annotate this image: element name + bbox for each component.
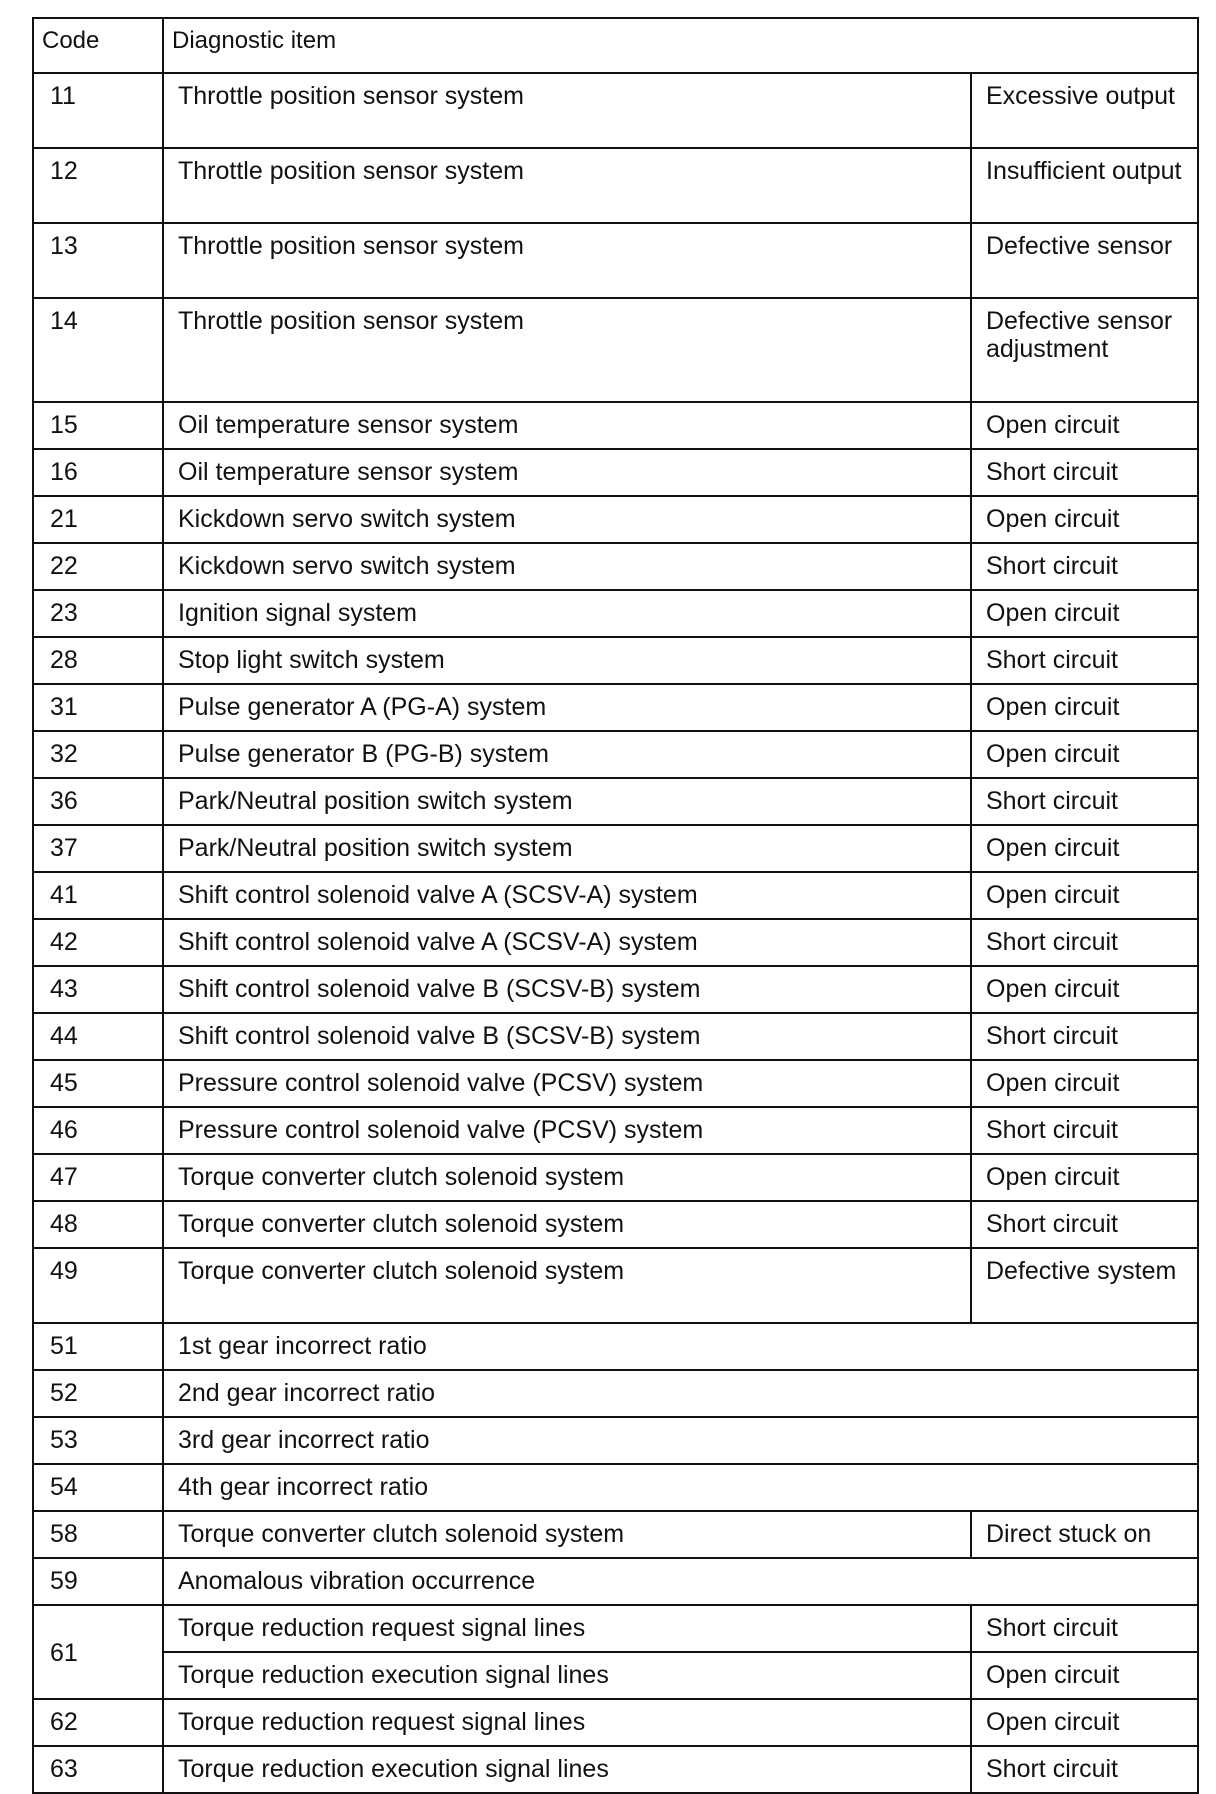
code-cell: 15: [33, 402, 163, 449]
condition-cell: Short circuit: [971, 919, 1198, 966]
code-cell: 58: [33, 1511, 163, 1558]
code-cell: 21: [33, 496, 163, 543]
table-row: [33, 590, 1198, 637]
code-cell: 31: [33, 684, 163, 731]
condition-cell: Short circuit: [971, 1201, 1198, 1248]
code-cell: 52: [33, 1370, 163, 1417]
diagnostic-item-cell: Shift control solenoid valve B (SCSV-B) system: [163, 1013, 971, 1060]
diagnostic-item-cell: Throttle position sensor system: [163, 298, 971, 402]
code-cell: 54: [33, 1464, 163, 1511]
condition-cell: Short circuit: [971, 1107, 1198, 1154]
diagnostic-item-cell: Torque reduction request signal lines: [163, 1699, 971, 1746]
table-row: [33, 1558, 1198, 1605]
code-cell: 61: [33, 1605, 163, 1699]
diagnostic-item-cell: Shift control solenoid valve A (SCSV-A) system: [163, 872, 971, 919]
code-cell: 43: [33, 966, 163, 1013]
table-row: [33, 1248, 1198, 1323]
condition-cell: Open circuit: [971, 684, 1198, 731]
condition-cell: Excessive output: [971, 73, 1198, 148]
code-cell: 42: [33, 919, 163, 966]
diagnostic-item-cell: Torque converter clutch solenoid system: [163, 1511, 971, 1558]
table-row: [33, 684, 1198, 731]
header-diagnostic-item: Diagnostic item: [163, 18, 1198, 73]
diagnostic-item-cell: Torque reduction execution signal lines: [163, 1746, 971, 1793]
table-row: [33, 496, 1198, 543]
condition-cell: Open circuit: [971, 1154, 1198, 1201]
diagnostic-item-cell: Shift control solenoid valve B (SCSV-B) system: [163, 966, 971, 1013]
table-row: [33, 1511, 1198, 1558]
condition-cell: Insufficient output: [971, 148, 1198, 223]
diagnostic-code-table: [32, 17, 1199, 1794]
code-cell: 37: [33, 825, 163, 872]
condition-cell: Defective sensor adjustment: [971, 298, 1198, 402]
diagnostic-item-cell: Torque converter clutch solenoid system: [163, 1248, 971, 1323]
condition-cell: Short circuit: [971, 543, 1198, 590]
code-cell: 12: [33, 148, 163, 223]
table-row: [33, 1013, 1198, 1060]
table-subrow: [33, 1652, 1198, 1699]
diagnostic-item-cell: Pulse generator B (PG-B) system: [163, 731, 971, 778]
header-code: Code: [33, 18, 163, 73]
code-cell: 11: [33, 73, 163, 148]
table-row: [33, 1746, 1198, 1793]
diagnostic-item-cell: 4th gear incorrect ratio: [163, 1464, 1198, 1511]
table-row: [33, 543, 1198, 590]
code-cell: 16: [33, 449, 163, 496]
diagnostic-item-cell: 3rd gear incorrect ratio: [163, 1417, 1198, 1464]
table-row: [33, 148, 1198, 223]
condition-cell: Short circuit: [971, 637, 1198, 684]
condition-cell: Open circuit: [971, 731, 1198, 778]
diagnostic-item-cell: Stop light switch system: [163, 637, 971, 684]
condition-cell: Open circuit: [971, 1699, 1198, 1746]
diagnostic-item-cell: Throttle position sensor system: [163, 73, 971, 148]
table-row: [33, 1060, 1198, 1107]
diagnostic-item-cell: Pressure control solenoid valve (PCSV) system: [163, 1107, 971, 1154]
table-row: [33, 825, 1198, 872]
table-row: [33, 1699, 1198, 1746]
condition-cell: Open circuit: [971, 496, 1198, 543]
condition-cell: Short circuit: [971, 778, 1198, 825]
condition-cell: Short circuit: [971, 1746, 1198, 1793]
code-cell: 13: [33, 223, 163, 298]
diagnostic-item-cell: Torque reduction execution signal lines: [163, 1652, 971, 1699]
condition-cell: Open circuit: [971, 872, 1198, 919]
diagnostic-item-cell: Kickdown servo switch system: [163, 543, 971, 590]
code-cell: 14: [33, 298, 163, 402]
table-row: [33, 1464, 1198, 1511]
diagnostic-item-cell: Park/Neutral position switch system: [163, 825, 971, 872]
condition-cell: Direct stuck on: [971, 1511, 1198, 1558]
code-cell: 48: [33, 1201, 163, 1248]
diagnostic-item-cell: Shift control solenoid valve A (SCSV-A) system: [163, 919, 971, 966]
condition-cell: Open circuit: [971, 1060, 1198, 1107]
table-row: [33, 1107, 1198, 1154]
code-cell: 59: [33, 1558, 163, 1605]
condition-cell: Open circuit: [971, 1652, 1198, 1699]
code-cell: 51: [33, 1323, 163, 1370]
diagnostic-item-cell: Torque reduction request signal lines: [163, 1605, 971, 1652]
condition-cell: Open circuit: [971, 966, 1198, 1013]
code-cell: 23: [33, 590, 163, 637]
diagnostic-item-cell: Park/Neutral position switch system: [163, 778, 971, 825]
condition-cell: Short circuit: [971, 1605, 1198, 1652]
table-row: [33, 1370, 1198, 1417]
diagnostic-item-cell: Pressure control solenoid valve (PCSV) system: [163, 1060, 971, 1107]
diagnostic-item-cell: Oil temperature sensor system: [163, 449, 971, 496]
condition-cell: Short circuit: [971, 449, 1198, 496]
table-row: [33, 73, 1198, 148]
condition-cell: Open circuit: [971, 402, 1198, 449]
table-row: [33, 966, 1198, 1013]
diagnostic-item-cell: 2nd gear incorrect ratio: [163, 1370, 1198, 1417]
table-row: [33, 778, 1198, 825]
diagnostic-item-cell: Oil temperature sensor system: [163, 402, 971, 449]
condition-cell: Short circuit: [971, 1013, 1198, 1060]
code-cell: 41: [33, 872, 163, 919]
code-cell: 63: [33, 1746, 163, 1793]
code-cell: 32: [33, 731, 163, 778]
condition-cell: Defective sensor: [971, 223, 1198, 298]
diagnostic-item-cell: Ignition signal system: [163, 590, 971, 637]
code-cell: 62: [33, 1699, 163, 1746]
table-row: [33, 872, 1198, 919]
diagnostic-item-cell: Torque converter clutch solenoid system: [163, 1201, 971, 1248]
code-cell: 28: [33, 637, 163, 684]
condition-cell: Open circuit: [971, 825, 1198, 872]
table-header-row: [33, 18, 1198, 73]
diagnostic-item-cell: Pulse generator A (PG-A) system: [163, 684, 971, 731]
code-cell: 47: [33, 1154, 163, 1201]
diagnostic-item-cell: 1st gear incorrect ratio: [163, 1323, 1198, 1370]
table-row: [33, 1154, 1198, 1201]
table-row: [33, 1605, 1198, 1652]
diagnostic-item-cell: Kickdown servo switch system: [163, 496, 971, 543]
condition-cell: Open circuit: [971, 590, 1198, 637]
code-cell: 36: [33, 778, 163, 825]
code-cell: 46: [33, 1107, 163, 1154]
table-row: [33, 1417, 1198, 1464]
table-row: [33, 637, 1198, 684]
condition-cell: Defective system: [971, 1248, 1198, 1323]
code-cell: 45: [33, 1060, 163, 1107]
table-row: [33, 402, 1198, 449]
code-cell: 22: [33, 543, 163, 590]
table-row: [33, 731, 1198, 778]
diagnostic-item-cell: Torque converter clutch solenoid system: [163, 1154, 971, 1201]
code-cell: 49: [33, 1248, 163, 1323]
table-row: [33, 1323, 1198, 1370]
diagnostic-item-cell: Throttle position sensor system: [163, 148, 971, 223]
code-cell: 53: [33, 1417, 163, 1464]
table-row: [33, 223, 1198, 298]
table-row: [33, 919, 1198, 966]
diagnostic-item-cell: Throttle position sensor system: [163, 223, 971, 298]
table-row: [33, 1201, 1198, 1248]
diagnostic-item-cell: Anomalous vibration occurrence: [163, 1558, 1198, 1605]
table-row: [33, 298, 1198, 402]
table-row: [33, 449, 1198, 496]
code-cell: 44: [33, 1013, 163, 1060]
